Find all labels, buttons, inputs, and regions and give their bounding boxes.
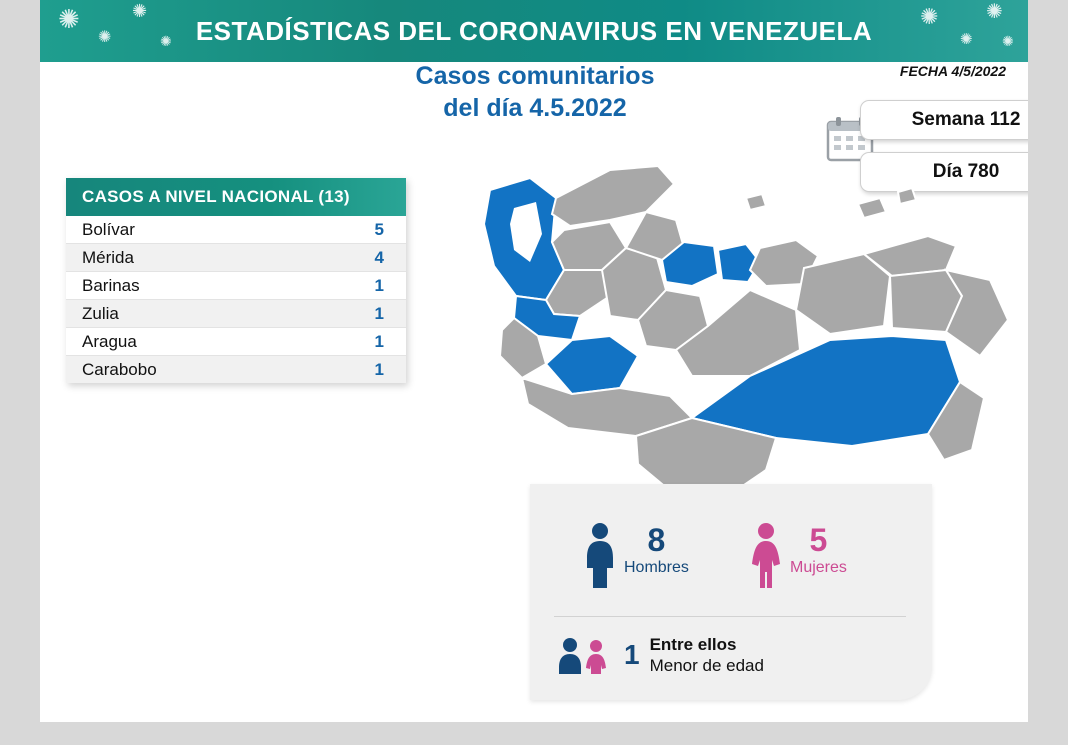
virus-icon: ✺ <box>160 33 172 49</box>
virus-icon: ✺ <box>1002 33 1014 49</box>
panel-divider <box>554 616 906 617</box>
map-state-barinas <box>546 336 638 394</box>
map-islands <box>898 188 916 204</box>
women-label: Mujeres <box>790 559 847 576</box>
virus-icon: ✺ <box>58 4 80 34</box>
table-header: CASOS A NIVEL NACIONAL (13) <box>66 178 406 216</box>
female-figure-icon <box>748 522 784 590</box>
map-islands <box>858 198 886 218</box>
state-cases: 4 <box>374 247 384 267</box>
state-cases: 1 <box>374 275 384 295</box>
two-people-icon <box>554 634 618 676</box>
men-stat <box>582 522 689 590</box>
infographic-canvas <box>40 0 1028 722</box>
minor-line2: Menor de edad <box>649 656 764 675</box>
minor-count: 1 <box>624 639 640 670</box>
subtitle-line2: del día 4.5.2022 <box>443 94 627 122</box>
national-cases-table <box>66 178 406 383</box>
men-text <box>624 522 689 578</box>
table-row <box>66 272 406 300</box>
state-cases: 1 <box>374 331 384 351</box>
men-label: Hombres <box>624 559 689 576</box>
state-cases: 1 <box>374 359 384 379</box>
map-state-delta-amacuro <box>946 270 1008 356</box>
women-stat <box>748 522 847 590</box>
minor-stat <box>554 634 914 676</box>
women-text <box>790 522 847 578</box>
dia-badge: Día 780 <box>860 152 1028 192</box>
virus-icon: ✺ <box>132 1 148 21</box>
venezuela-map <box>460 150 1028 510</box>
subtitle-line1: Casos comunitarios <box>415 62 655 90</box>
state-cases: 1 <box>374 303 384 323</box>
demographics-panel <box>530 484 932 700</box>
minor-line1: Entre ellos <box>649 635 737 654</box>
state-name: Bolívar <box>82 219 135 239</box>
virus-icon: ✺ <box>98 29 112 46</box>
table-row <box>66 216 406 244</box>
virus-icon: ✺ <box>960 31 973 48</box>
table-row <box>66 328 406 356</box>
table-row <box>66 356 406 383</box>
state-name: Mérida <box>82 247 134 267</box>
state-name: Barinas <box>82 275 140 295</box>
state-name: Zulia <box>82 303 119 323</box>
page-title: ESTADÍSTICAS DEL CORONAVIRUS EN VENEZUELA <box>195 16 873 46</box>
minor-text <box>650 634 764 676</box>
map-state-anzoategui <box>796 254 890 334</box>
state-name: Carabobo <box>82 359 157 379</box>
state-name: Aragua <box>82 331 137 351</box>
virus-icon: ✺ <box>986 1 1003 23</box>
header-banner <box>40 0 1028 62</box>
map-islands <box>746 194 766 210</box>
women-count: 5 <box>809 522 828 558</box>
male-figure-icon <box>582 522 618 590</box>
table-row <box>66 244 406 272</box>
fecha-label: FECHA 4/5/2022 <box>899 63 1006 79</box>
state-cases: 5 <box>374 219 384 239</box>
subtitle <box>270 60 800 124</box>
semana-badge: Semana 112 <box>860 100 1028 140</box>
table-row <box>66 300 406 328</box>
men-count: 8 <box>647 522 666 558</box>
virus-icon: ✺ <box>920 4 939 29</box>
